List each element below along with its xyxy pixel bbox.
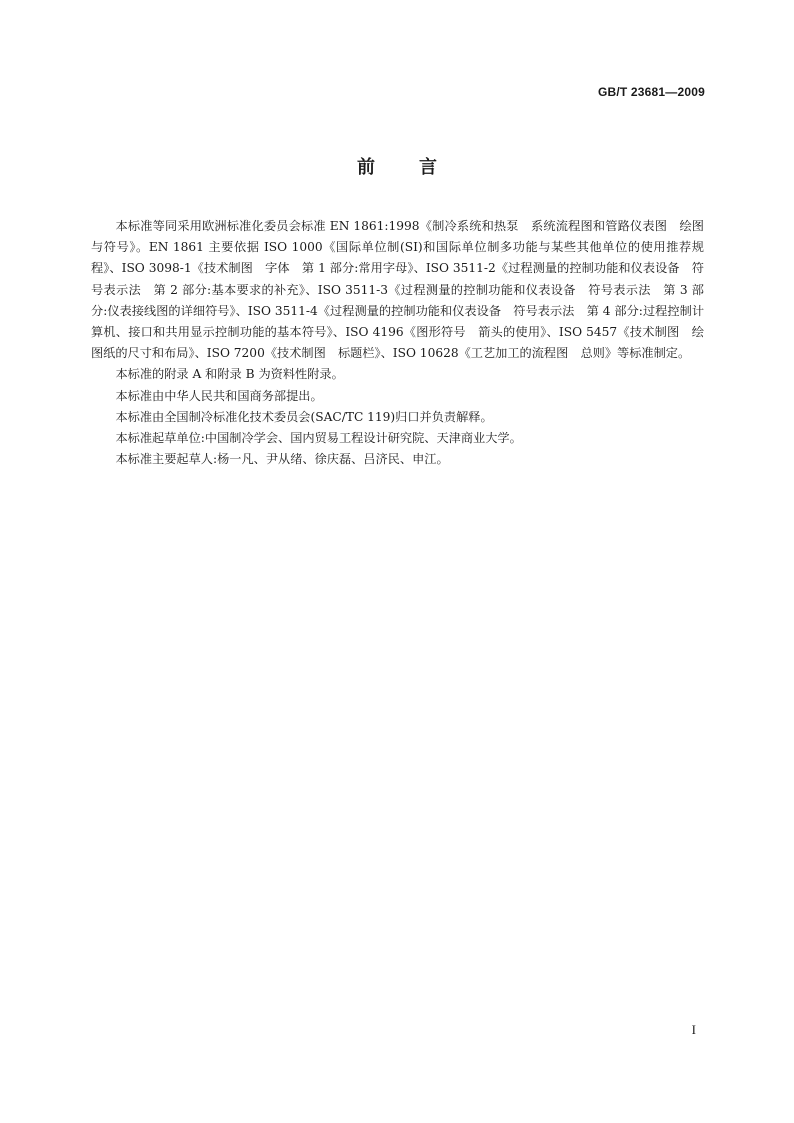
paragraph-committee: 本标准由全国制冷标准化技术委员会(SAC/TC 119)归口并负责解释。 <box>115 409 493 424</box>
paragraph-proposer: 本标准由中华人民共和国商务部提出。 <box>115 388 323 403</box>
paragraph-drafters: 本标准主要起草人:杨一凡、尹从绪、徐庆磊、吕济民、申江。 <box>115 452 449 467</box>
paragraph-adoption: 本标准等同采用欧洲标准化委员会标准 EN 1861:1998《制冷系统和热泵 系统流程图和管路仪表图 绘图与符号》。EN 1861 主要依据 ISO 1000《国际单位制(SI)和国际单位制多功能与某些其他单位的使用推荐规程》、ISO 3098-1《技术制图 字体 第 1 部分:常用字母》、ISO 3511-2《过程测量的控制功能和仪表设备 符号表示法 第 2 部分:基本要求的补充》、ISO 3511-3《过程测量的控制功能和仪表设备 符号表示法 第 3 部分:仪表接线图的详细符号》、ISO 3511-4《过程测量的控制功能和仪表设备 符号表示法 第 4 部分:过程控制计算机、接口和共用显示控制功能的基本符号》、ISO 4196《图形符号 箭头的使用》、ISO 5457《技术制图 绘图纸的尺寸和布局》、ISO 7200《技术制图 标题栏》、ISO 10628《工艺加工的流程图 总则》等标准制定。 <box>91 219 704 361</box>
foreword-body <box>91 216 704 470</box>
page-number: I <box>691 1022 696 1037</box>
page-title: 前言 <box>357 157 481 178</box>
paragraph-drafting-units: 本标准起草单位:中国制冷学会、国内贸易工程设计研究院、天津商业大学。 <box>115 431 522 446</box>
paragraph-annex: 本标准的附录 A 和附录 B 为资料性附录。 <box>115 367 344 382</box>
standard-code: GB/T 23681—2009 <box>597 85 705 99</box>
